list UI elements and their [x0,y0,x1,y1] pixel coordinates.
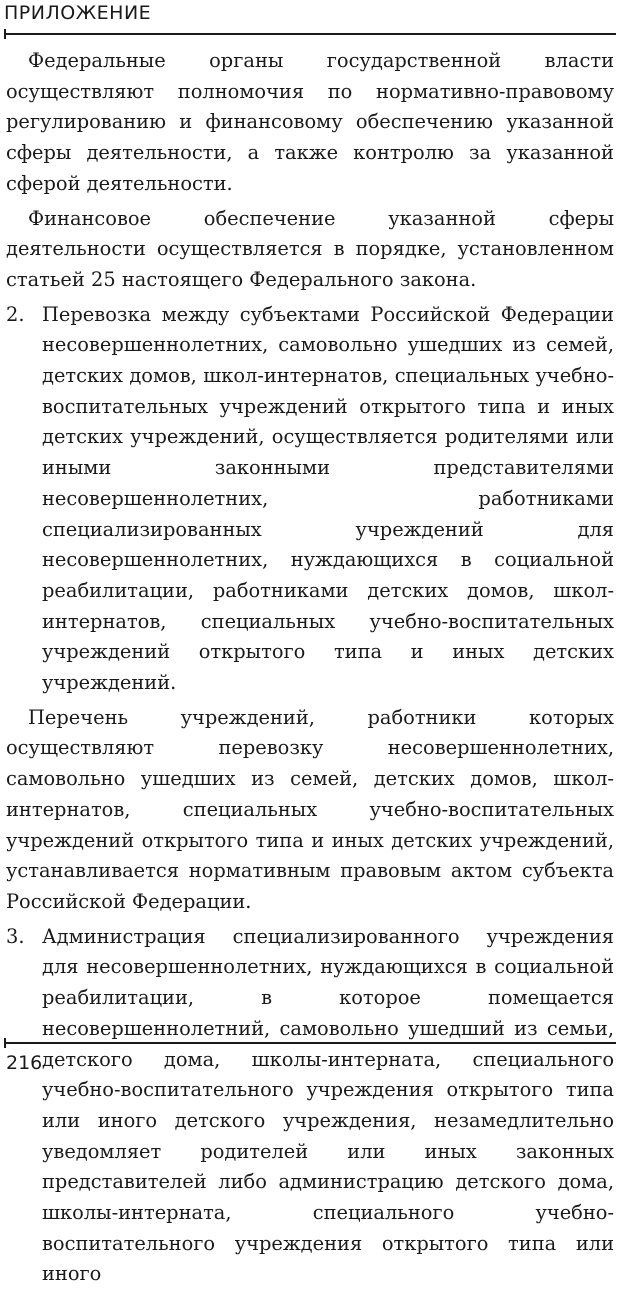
header-rule [4,33,616,35]
paragraph-financing: Финансовое обеспечение указанной сферы деятельности осуществляется в порядке, установленном статьей 25 настоящего Федерального закона. [6,206,614,291]
paragraph-federal-organs: Федеральные органы государственной власти осуществляют полномочия по нормативно-правовому регулированию и финансовому обеспечению указанной сферы деятельности, а также контролю за указанной сферой деятельности. [6,49,614,195]
paragraph-institutions-list: Перечень учреждений, работники которых осуществляют перевозку несовершеннолетних, самовольно ушедших из семей, детских домов, школ-интернатов, специальных учебно-воспитательных учреждений открытого типа и иных детских учреждений, устанавливается нормативным правовым актом субъекта Российской Федерации. [6,705,614,913]
list-item-3-number: 3. [6,924,25,948]
list-item-2 [6,300,614,699]
page-body [6,46,614,1290]
list-item-3-text: Администрация специализированного учреждения для несовершеннолетних, нуждающихся в социальной реабилитации, в которое помещается несовершеннолетний, самовольно ушедший из семьи, детского дома, школы-интерната, специального учебно-воспитательного учреждения открытого типа или иного детского учреждения, незамедлительно уведомляет родителей или иных законных представителей либо администрацию детского дома, школы-интерната, специального учебно-воспитательного учреждения открытого типа или иного [42,924,614,1286]
list-item-2-number: 2. [6,302,25,326]
list-item-3 [6,922,614,1290]
page-number: 216 [6,1052,43,1074]
running-header: ПРИЛОЖЕНИЕ [4,2,152,24]
list-item-2-text: Перевозка между субъектами Российской Федерации несовершеннолетних, самовольно ушедших из семей, детских домов, школ-интернатов, специальных учебно-воспитательных учреждений открытого типа и иных детских учреждений, осуществляется родителями или иными законными представителями несовершеннолетних, работниками специализированных учреждений для несовершеннолетних, нуждающихся в социальной реабилитации, работниками детских домов, школ-интернатов, специальных учебно-воспитательных учреждений открытого типа и иных детских учреждений. [42,302,614,695]
footer-rule [4,1042,616,1044]
